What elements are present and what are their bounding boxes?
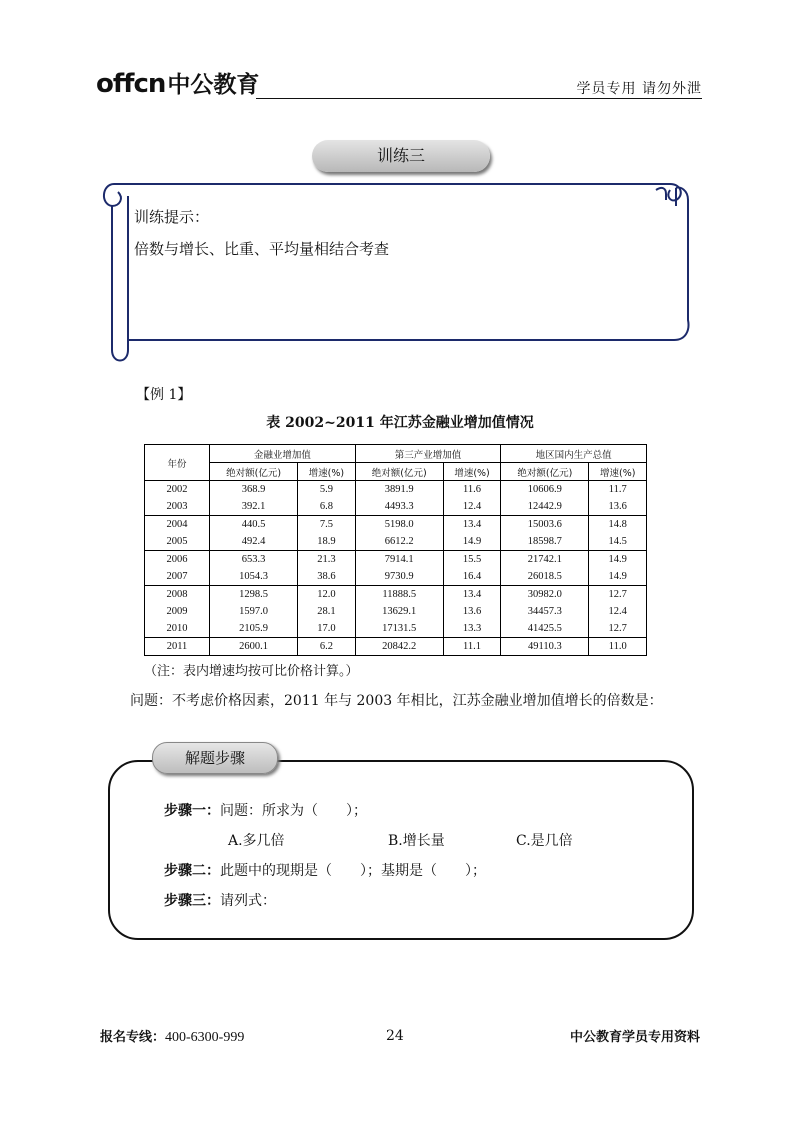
- cell-year: 2002: [145, 481, 210, 499]
- table-cell: 12.7: [608, 623, 627, 634]
- option-a: A.多几倍: [228, 833, 285, 849]
- cell-year: 2005: [145, 533, 210, 551]
- table-cell: 2600.1: [210, 638, 298, 656]
- table-cell: 12.4: [608, 606, 627, 617]
- table-cell: 12.7: [589, 586, 647, 604]
- table-cell: 440.5: [210, 516, 298, 534]
- table-cell: 6.8: [298, 498, 355, 516]
- step-one-label: 步骤一：: [164, 803, 220, 819]
- logo-cn: 中公教育: [167, 72, 260, 98]
- table-cell: 30982.0: [501, 586, 589, 604]
- subheader-abs: 绝对额(亿元): [355, 463, 443, 481]
- table-cell: 11.0: [589, 638, 647, 656]
- subheader-rate: 增速(%): [443, 463, 500, 481]
- table-cell: 15.5: [443, 551, 500, 569]
- hotline-number: 400-6300-999: [165, 1030, 245, 1045]
- header-gdp: 地区国内生产总值: [501, 445, 647, 463]
- table-cell: 10606.9: [501, 481, 589, 499]
- table-cell: 14.9: [608, 571, 627, 582]
- subheader-abs: 绝对额(亿元): [210, 463, 298, 481]
- cell-year: 2007: [145, 568, 210, 586]
- table-row: [145, 498, 647, 516]
- footer-brand: 中公教育学员专用资料: [569, 1030, 700, 1045]
- step-two: [164, 860, 486, 880]
- table-cell: 34457.3: [501, 603, 589, 620]
- table-cell: 14.9: [443, 533, 500, 551]
- table-cell: 18598.7: [501, 533, 589, 551]
- table-cell: 13.3: [443, 620, 500, 638]
- logo-en: offcn: [96, 69, 166, 99]
- table-cell: 12442.9: [501, 498, 589, 516]
- cell-year: 2008: [145, 586, 210, 604]
- training-title: 训练三: [312, 140, 490, 172]
- table-cell: 14.8: [589, 516, 647, 534]
- question-text: 问题：不考虑价格因素，2011 年与 2003 年相比，江苏金融业增加值增长的倍数是：: [130, 693, 663, 709]
- table-cell: 11.1: [443, 638, 500, 656]
- table-row: [145, 603, 647, 620]
- solution-title: 解题步骤: [152, 742, 278, 774]
- table-row: [145, 586, 647, 604]
- table-cell: 7.5: [298, 516, 355, 534]
- step-two-label: 步骤二：: [164, 863, 220, 879]
- table-cell: 12.4: [443, 498, 500, 516]
- table-cell: 13.6: [608, 501, 627, 512]
- table-row: [145, 638, 647, 656]
- table-note: （注：表内增速均按可比价格计算。）: [144, 664, 359, 679]
- table-cell: 6612.2: [355, 533, 443, 551]
- header-finance: 金融业增加值: [210, 445, 356, 463]
- table-cell: 368.9: [210, 481, 298, 499]
- table-row: [145, 481, 647, 499]
- step-three: [164, 890, 276, 910]
- table-row: [145, 533, 647, 551]
- table-cell: 49110.3: [501, 638, 589, 656]
- table-cell: 11.6: [443, 481, 500, 499]
- table-cell: 18.9: [298, 533, 355, 551]
- table-cell: 492.4: [210, 533, 298, 551]
- cell-year: 2011: [145, 638, 210, 656]
- table-cell: 9730.9: [355, 568, 443, 586]
- table-cell: 13.4: [443, 586, 500, 604]
- cell-year: 2010: [145, 620, 210, 638]
- data-table: [144, 444, 647, 656]
- table-cell: 6.2: [298, 638, 355, 656]
- option-b: B.增长量: [388, 833, 445, 849]
- table-row: [145, 568, 647, 586]
- table-cell: 15003.6: [501, 516, 589, 534]
- table-cell: 11.7: [589, 481, 647, 499]
- header-tertiary: 第三产业增加值: [355, 445, 501, 463]
- table-cell: 1298.5: [210, 586, 298, 604]
- table-cell: 14.9: [589, 551, 647, 569]
- step-two-text: 此题中的现期是（ ）；基期是（ ）；: [220, 863, 486, 879]
- cell-year: 2006: [145, 551, 210, 569]
- table-cell: 13629.1: [355, 603, 443, 620]
- subheader-rate: 增速(%): [600, 467, 636, 479]
- hint-label: 训练提示：: [134, 208, 210, 226]
- cell-year: 2004: [145, 516, 210, 534]
- step-three-label: 步骤三：: [164, 893, 220, 909]
- subheader-abs: 绝对额(亿元): [501, 463, 589, 481]
- offcn-logo: [96, 66, 259, 100]
- table-cell: 1597.0: [210, 603, 298, 620]
- cell-year: 2009: [145, 603, 210, 620]
- step-one: [164, 800, 367, 820]
- step-one-text: 问题：所求为（ ）；: [220, 803, 367, 819]
- table-cell: 41425.5: [501, 620, 589, 638]
- header-notice: 学员专用 请勿外泄: [576, 81, 702, 97]
- cell-year: 2003: [145, 498, 210, 516]
- example-label: 【例 1】: [136, 387, 192, 403]
- table-cell: 13.6: [443, 603, 500, 620]
- table-cell: 653.3: [210, 551, 298, 569]
- step-three-text: 请列式：: [220, 893, 276, 909]
- table-cell: 5.9: [298, 481, 355, 499]
- table-cell: 7914.1: [355, 551, 443, 569]
- page-number: 24: [386, 1028, 404, 1044]
- table-cell: 5198.0: [355, 516, 443, 534]
- header-divider: [256, 98, 702, 99]
- table-cell: 1054.3: [210, 568, 298, 586]
- table-cell: 2105.9: [210, 620, 298, 638]
- footer-hotline: [100, 1026, 244, 1046]
- table-cell: 21742.1: [501, 551, 589, 569]
- table-cell: 392.1: [210, 498, 298, 516]
- table-cell: 16.4: [443, 568, 500, 586]
- table-cell: 11888.5: [355, 586, 443, 604]
- table-row: [145, 620, 647, 638]
- subheader-rate: 增速(%): [298, 463, 355, 481]
- page-header: [96, 66, 702, 100]
- table-row: [145, 516, 647, 534]
- table-cell: 28.1: [298, 603, 355, 620]
- table-title: 表 2002~2011 年江苏金融业增加值情况: [266, 415, 534, 431]
- table-cell: 38.6: [298, 568, 355, 586]
- table-cell: 17.0: [298, 620, 355, 638]
- table-cell: 13.4: [443, 516, 500, 534]
- hotline-label: 报名专线：: [100, 1030, 166, 1045]
- table-cell: 12.0: [298, 586, 355, 604]
- solution-box: [108, 760, 694, 940]
- option-c: C.是几倍: [516, 833, 573, 849]
- table-cell: 26018.5: [501, 568, 589, 586]
- header-year: 年份: [145, 445, 210, 481]
- table-body: [145, 481, 647, 656]
- table-cell: 4493.3: [355, 498, 443, 516]
- table-cell: 21.3: [298, 551, 355, 569]
- table-cell: 17131.5: [355, 620, 443, 638]
- hint-text: 倍数与增长、比重、平均量相结合考查: [134, 240, 390, 258]
- table-cell: 3891.9: [355, 481, 443, 499]
- table-cell: 20842.2: [355, 638, 443, 656]
- table-cell: 14.5: [608, 536, 627, 547]
- table-row: [145, 551, 647, 569]
